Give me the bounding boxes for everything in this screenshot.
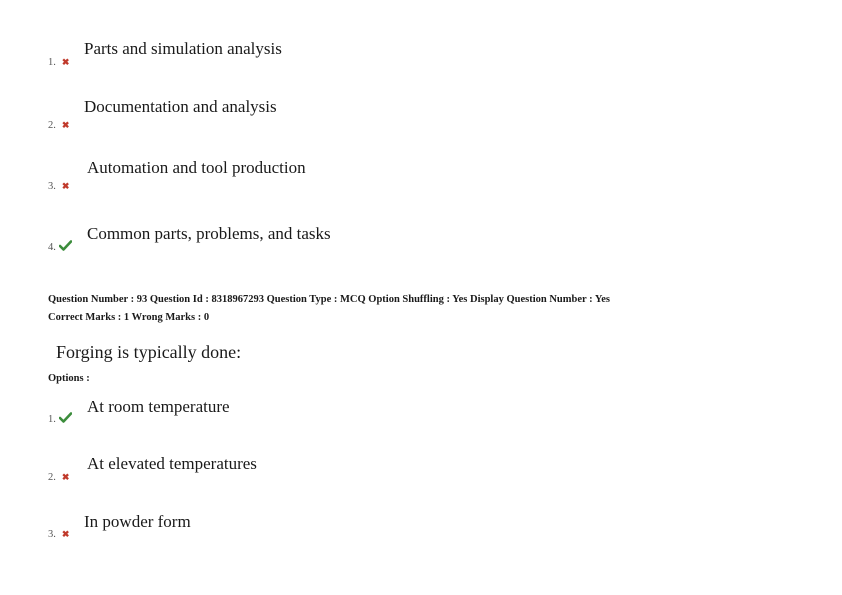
question-text: Forging is typically done: bbox=[56, 342, 242, 362]
option-2-text: At elevated temperatures bbox=[87, 454, 257, 473]
option-number: 3. bbox=[48, 181, 56, 192]
prev-option-1-text: Parts and simulation analysis bbox=[84, 39, 282, 58]
check-icon bbox=[59, 240, 72, 254]
prev-option-3-number bbox=[48, 181, 69, 192]
question-meta-line2: Correct Marks : 1 Wrong Marks : 0 bbox=[48, 312, 210, 323]
prev-option-4-text: Common parts, problems, and tasks bbox=[87, 224, 331, 243]
options-label: Options : bbox=[48, 373, 90, 384]
prev-option-4-number bbox=[48, 240, 72, 254]
option-number: 2. bbox=[48, 472, 56, 483]
cross-icon: ✖ bbox=[61, 472, 70, 482]
cross-icon: ✖ bbox=[61, 181, 70, 191]
cross-icon: ✖ bbox=[61, 57, 70, 67]
prev-option-1-number bbox=[48, 57, 69, 68]
option-2-number bbox=[48, 472, 69, 483]
option-number: 3. bbox=[48, 529, 56, 540]
option-number: 2. bbox=[48, 120, 56, 131]
option-number: 1. bbox=[48, 413, 56, 425]
option-3-text: In powder form bbox=[84, 512, 191, 531]
prev-option-2-number bbox=[48, 120, 69, 131]
option-3-number bbox=[48, 529, 69, 540]
check-icon bbox=[59, 412, 72, 426]
cross-icon: ✖ bbox=[61, 120, 70, 130]
option-number: 4. bbox=[48, 241, 56, 253]
option-number: 1. bbox=[48, 57, 56, 68]
prev-option-3-text: Automation and tool production bbox=[87, 158, 306, 177]
prev-option-2-text: Documentation and analysis bbox=[84, 97, 277, 116]
option-1-number bbox=[48, 412, 72, 426]
cross-icon: ✖ bbox=[61, 529, 70, 539]
question-meta-line1: Question Number : 93 Question Id : 8318967293 Question Type : MCQ Option Shuffling : Yes Display Question Number : Yes bbox=[48, 294, 611, 305]
option-1-text: At room temperature bbox=[87, 397, 230, 416]
